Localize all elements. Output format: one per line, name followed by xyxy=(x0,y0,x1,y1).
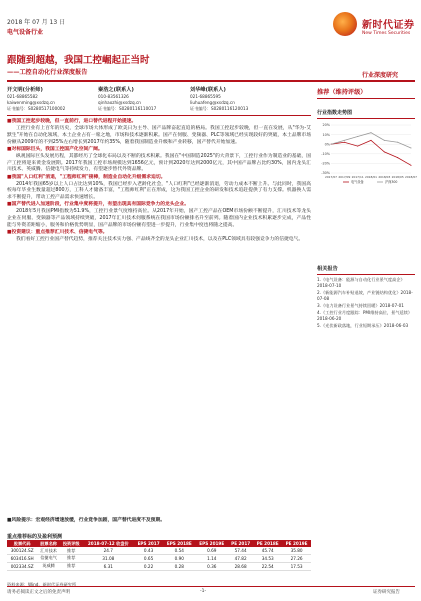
table-cell: 0.90 xyxy=(163,554,195,562)
company-logo-icon xyxy=(333,12,357,36)
report-title: 跟随到超越，我国工控崛起正当时 xyxy=(7,55,150,66)
y-tick-label: -20% xyxy=(321,161,330,166)
data-point xyxy=(331,144,332,145)
table-header-cell: 投资评级 xyxy=(60,540,83,547)
y-tick-label: 20% xyxy=(322,123,330,128)
table-cell: 6.31 xyxy=(83,562,135,570)
chart-title: 行业指数走势图 xyxy=(317,110,353,116)
table-cell: 0.69 xyxy=(196,547,228,554)
table-title: 重点推荐标的及盈利预测 xyxy=(7,534,63,540)
y-tick-label: -30% xyxy=(321,171,330,176)
report-subtitle: ——工控自动化行业深度报告 xyxy=(7,69,88,76)
section-heading: ■对标国际巨头，我国工控国产化空间广阔。 xyxy=(7,146,103,152)
section-heading: ■投资建议：重点推荐汇川技术、信捷电气等。 xyxy=(7,230,108,236)
analyst-name: 刘华峰(联系人) xyxy=(190,87,226,93)
data-point xyxy=(384,140,385,141)
recommendation-table xyxy=(7,540,311,571)
footer-divider xyxy=(7,586,415,587)
table-cell: 推荐 xyxy=(60,547,83,554)
y-tick-label: 0% xyxy=(324,142,330,147)
body-paragraph: 2018年5月我国PMI指数为51.9%，工控行业景气度维持高位。从2017年开始，国产工控产品在OEM市场份额不断提升，汇川技术等龙头企业在伺服、变频器等产品领域持续突破，2017年汇川技术伺服系统在我国市场份额排名升至前列。随着国内企业技术积累逐步完成，产品性能与外资差距缩小，服务和价格优势明显，国产品牌的市场份额有望进一步提升，行业集中度也将随之提高。 xyxy=(7,209,311,228)
footer-label: 证券研究报告 xyxy=(373,590,400,595)
data-point xyxy=(411,148,412,149)
company-name-en: New Times Securities xyxy=(362,31,411,36)
table-cell: 35.80 xyxy=(282,547,311,554)
data-point xyxy=(357,146,358,147)
table-header-cell: 股票名称 xyxy=(37,540,60,547)
footer-disclaimer[interactable]: 请务必阅读正文之后的免责声明 xyxy=(7,590,70,595)
analyst-phone: 021-68865595 xyxy=(190,94,221,99)
table-cell: 603416.SH xyxy=(7,554,37,562)
data-point xyxy=(397,157,398,158)
table-cell: 推荐 xyxy=(60,562,83,570)
table-cell: 0.36 xyxy=(196,562,228,570)
table-cell: 28.68 xyxy=(228,562,253,570)
body-paragraph: 2014年我国65岁以上人口占比达到10%，我国已经步入老龄化社会，"人口红利"已经逐渐消退，劳动力成本不断上升。与此同时，我国高校每年毕业生数量超过800万，工科人才储备丰富，"工程师红利"正在形成，这为我国工控企业的研发和技术追赶提供了有力支撑。机器换人需求不断提升，带动工控产品需求快速增长。 xyxy=(7,181,311,201)
table-cell: 0.54 xyxy=(163,547,195,554)
analyst-email[interactable]: kaiwenming@xsdzq.cn xyxy=(7,99,55,105)
data-point xyxy=(357,136,358,137)
table-header-cell: 2018-07-12 收盘价 xyxy=(83,540,135,547)
table-source: 资料来源：Wind，新时代证券研究所 xyxy=(7,582,77,587)
analyst-email[interactable]: liuhuafeng@xsdzq.cn xyxy=(190,99,235,105)
related-report-item[interactable]: 4.《工控行业月度跟踪：PMI维持高位，景气延续》2018-06-20 xyxy=(317,310,413,321)
table-cell: 34.53 xyxy=(253,554,282,562)
body-paragraph: 工控行业有上百年的历史，全球市场大体形成了欧美日为主导、国产品牌奋起直追的格局。我国工控起步较晚，但一直在发展，从"华为-艾默生"开始在自动化领域，本土企业占有一席之地，市场和技术逐渐积累。国产在伺服、变频器、PLC等领域已经实现较好的突破，本土品牌市场份额从2009年的不到25%左右增长到2017年约35%，随着我国制造业升级和产业转移，国产替代开始加速。 xyxy=(7,126,311,145)
y-tick-label: 10% xyxy=(322,132,330,137)
company-name: 新时代证券 xyxy=(362,20,415,31)
analyst-divider xyxy=(7,115,311,116)
risk-warning: ■风险提示：宏观经济增速放缓，行业竞争加剧，国产替代进度不及预期。 xyxy=(7,518,166,523)
header-divider xyxy=(7,80,415,82)
table-row xyxy=(7,547,311,554)
rating-label: 推荐（维持评级） xyxy=(317,89,367,96)
x-tick-label: 2017/07 xyxy=(324,175,338,179)
data-point xyxy=(371,132,372,133)
x-tick-label: 2018/07 xyxy=(404,175,418,179)
report-body xyxy=(7,119,311,244)
table-cell: 45.74 xyxy=(253,547,282,554)
x-tick-label: 2017/09 xyxy=(338,175,351,179)
analyst-cert: 证书编号：S0280116120013 xyxy=(190,105,249,111)
table-cell: 推荐 xyxy=(60,554,83,562)
section-heading: ■我国工控起步较晚，但一直前行，进口替代进程开始提速。 xyxy=(7,119,137,124)
analyst-cert: 证书编号：S0280116110017 xyxy=(98,105,157,111)
data-point xyxy=(397,142,398,143)
industry-label: 电气设备行业 xyxy=(7,29,44,36)
table-cell: 47.82 xyxy=(228,554,253,562)
analyst-email[interactable]: qinhaozhi@xsdzq.cn xyxy=(98,99,141,105)
analyst-phone: 021-68865582 xyxy=(7,94,38,99)
legend-label: 沪深300 xyxy=(385,180,398,184)
table-cell: 27.26 xyxy=(282,554,311,562)
section-heading: ■国产替代进入加速阶段，行业集中度将提升，有望出现具有国际竞争力的龙头企业。 xyxy=(7,202,190,208)
table-cell: 汇川技术 xyxy=(37,547,60,554)
analyst-name: 开文明(分析师) xyxy=(7,87,43,93)
x-tick-label: 2018/01 xyxy=(364,175,378,179)
table-header-cell: EPS 2017 xyxy=(134,540,163,547)
analyst-card xyxy=(190,86,262,111)
body-paragraph: 我们看好工控行业国产替代趋势，推荐关注技术实力强、产品线齐全的龙头企业汇川技术，以及在PLC领域具有较强竞争力的信捷电气。 xyxy=(16,237,304,243)
table-cell: 0.65 xyxy=(134,554,163,562)
related-reports-list xyxy=(317,277,415,330)
related-report-item[interactable]: 1.《电气设备：能源与自动化行业景气度高企》2018-07-10 xyxy=(317,277,405,288)
table-header-cell: PE 2019E xyxy=(282,540,311,547)
related-report-item[interactable]: 5.《光伏新政落地，行业短期承压》2018-06-03 xyxy=(317,323,409,329)
analyst-phone: 010-83561326 xyxy=(98,94,129,99)
table-cell: 1.14 xyxy=(196,554,228,562)
data-point xyxy=(344,142,345,143)
analyst-card xyxy=(7,86,79,111)
data-point xyxy=(384,151,385,152)
table-cell: 0.43 xyxy=(134,547,163,554)
chart-divider xyxy=(317,118,415,119)
table-header-cell: EPS 2018E xyxy=(163,540,195,547)
table-cell: 24.7 xyxy=(83,547,135,554)
index-trend-chart xyxy=(317,121,418,185)
table-header-cell: 股票代码 xyxy=(7,540,37,547)
page-number: -1- xyxy=(200,589,207,594)
related-report-item[interactable]: 2.《新能源汽车补贴退坡，产业链结构优化》2018-07-08 xyxy=(317,290,413,301)
related-report-item[interactable]: 3.《电力设备行业景气持续回暖》2018-07-01 xyxy=(317,303,404,308)
analyst-name: 秦浩之(联系人) xyxy=(98,87,134,93)
table-header-cell: EPS 2019E xyxy=(196,540,228,547)
analyst-card xyxy=(98,86,170,111)
x-tick-label: 2018/05 xyxy=(391,175,404,179)
x-tick-label: 2018/03 xyxy=(378,175,391,179)
table-cell: 信捷电气 xyxy=(37,554,60,562)
table-cell: 300124.SZ xyxy=(7,547,37,554)
y-tick-label: -10% xyxy=(321,152,330,156)
table-cell: 0.22 xyxy=(134,562,163,570)
section-heading: ■我国"人口红利"消退，"工程师红利"接棒，制造业自动化升级需求迫切。 xyxy=(7,174,166,180)
table-cell: 002334.SZ xyxy=(7,562,37,570)
table-cell: 0.28 xyxy=(163,562,195,570)
rating-divider xyxy=(317,98,415,99)
table-header-cell: PE 2018E xyxy=(253,540,282,547)
data-point xyxy=(371,140,372,141)
data-point xyxy=(344,140,345,141)
table-row xyxy=(7,554,311,562)
related-reports-title: 相关报告 xyxy=(317,266,338,272)
report-date: 2018 年 07 月 13 日 xyxy=(7,19,66,26)
table-cell: 17.53 xyxy=(282,562,311,570)
related-divider xyxy=(317,274,415,275)
report-type: 行业深度研究 xyxy=(362,72,399,79)
body-paragraph: 纵观国际巨头发展历程，其都经历了全球化布局以及不断的技术积累。我国在"中国制造2025"的大背景下，工控行业作为制造业的基础，国产工控将迎来黄金发展期。2017年我国工控市场规模达到1656亿元，预计到2020年达到2000亿元，其中国产品牌占比约30%，国内龙头汇川技术、英威腾、信捷电气等持续发力，有望逐步替代外资品牌。 xyxy=(7,153,311,173)
analyst-cert: 证书编号：S0280517100002 xyxy=(7,105,66,111)
x-tick-label: 2017/11 xyxy=(351,175,364,179)
table-cell: 31.08 xyxy=(83,554,135,562)
table-header-cell: PE 2017 xyxy=(228,540,253,547)
table-row xyxy=(7,562,311,570)
legend-label: 电气设备 xyxy=(351,180,364,184)
table-cell: 英威腾 xyxy=(37,562,60,570)
table-cell: 22.54 xyxy=(253,562,282,570)
data-point xyxy=(411,165,412,166)
table-cell: 57.44 xyxy=(228,547,253,554)
